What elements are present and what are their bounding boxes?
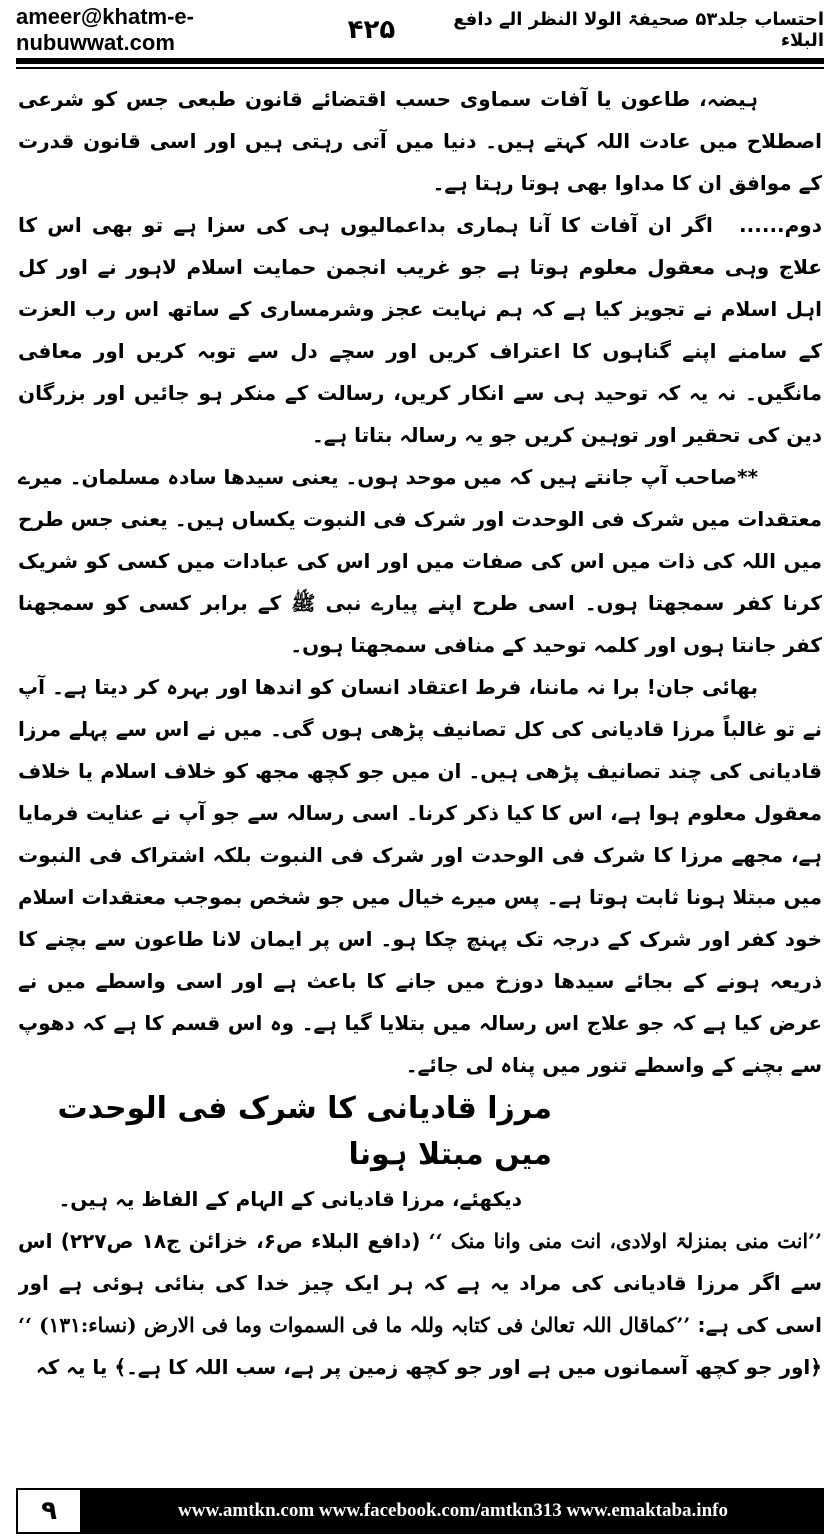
header-rule-thick	[16, 58, 824, 64]
translation: ﴿اور جو کچھ آسمانوں میں ہے اور جو کچھ زمین پر ہے، سب اللہ کا ہے۔﴾ یا یہ کہ	[35, 1355, 822, 1379]
paragraph-4: بھائی جان! برا نہ ماننا، فرط اعتقاد انسان کو اندھا اور بہرہ کر دیتا ہے۔ آپ نے تو غالباً مرزا قادیانی کی کل تصانیف پڑھی ہوں گی۔ میں نے اس سے پہلے مرزا قادیانی کی چند تصانیف پڑھی ہیں۔ ان میں جو کچھ مجھ کو خلاف اسلام یا خلاف معقول معلوم ہوا ہے، اس کا کیا ذکر کرنا۔ اسی رسالہ سے جو آپ نے عنایت فرمایا ہے، مجھے مرزا کا شرک فی الوحدت اور شرک فی النبوت بلکہ اشتراک فی النبوت میں مبتلا ہونا ثابت ہوتا ہے۔ پس میرے خیال میں جو شخص بموجب معتقدات اسلام خود کفر اور شرک کے درجہ تک پہنچ چکا ہو۔ اس پر ایمان لانا طاعون سے بچنے کا ذریعہ ہونے کے بجائے سیدھا دوزخ میں جانے کا باعث ہے اور اسی واسطے میں نے عرض کیا ہے کہ جو علاج اس رسالہ میں بتلایا گیا ہے۔ وہ اس قسم کا ہے کہ دھوپ سے بچنے کے واسطے تنور میں پناہ لی جائے۔	[18, 675, 822, 1077]
header-email: ameer@khatm-e-nubuwwat.com	[16, 4, 194, 55]
arabic-quote-2: ’’کماقال اللہ تعالیٰ فی کتابہ وللہ ما فی السموات وما فی الارض (نساء:۱۳۱) ‘‘	[18, 1313, 691, 1337]
paragraph-5-text: اس سے اگر مرزا قادیانی کی مراد یہ ہے کہ ہر ایک چیز خدا کی بنائی ہوئی ہے اور اسی کی ہے:	[18, 1229, 822, 1337]
header-title-group	[348, 9, 824, 51]
header-rule-thin	[16, 67, 824, 69]
arabic-quote: ’’انت منی بمنزلۃ اولادی، انت منی وانا منک ‘‘	[428, 1229, 822, 1253]
paragraph-2-lead: دوم......	[739, 213, 822, 237]
paragraph-3: **صاحب آپ جانتے ہیں کہ میں موحد ہوں۔ یعنی سیدھا سادہ مسلمان۔ میرے معتقدات میں شرک فی الوحدت اور شرک فی النبوت یکساں ہیں۔ یعنی جس طرح میں اللہ کی ذات میں اس کی صفات میں اور اس کی عبادات میں کسی کو شریک کرنا کفر سمجھتا ہوں۔ اسی طرح اپنے پیارے نبی ﷺ کے برابر کسی کو سمجھنا کفر جانتا ہوں اور کلمہ توحید کے منافی سمجھتا ہوں۔	[18, 465, 822, 657]
paragraph-5	[18, 1220, 822, 1388]
paragraph-2	[18, 204, 822, 456]
section-subheading: دیکھئے، مرزا قادیانی کے الہام کے الفاظ یہ ہیں۔	[58, 1187, 522, 1211]
header-page-number: ۴۲۵	[347, 15, 396, 45]
footer-links: www.amtkn.com www.facebook.com/amtkn313 www.emaktaba.info	[178, 1500, 728, 1521]
paragraph-1: ہیضہ، طاعون یا آفات سماوی حسب اقتضائے قانون طبعی جس کو شرعی اصطلاح میں عادت اللہ کہتے ہیں۔ دنیا میں آتی رہتی ہیں اور اسی قانون قدرت کے موافق ان کا مداوا بھی ہوتا رہتا ہے۔	[18, 87, 822, 195]
paragraph-2-text: اگر ان آفات کا آنا ہماری بداعمالیوں ہی کی سزا ہے تو بھی اس کا علاج وہی معقول معلوم ہوتا ہے جو غریب انجمن حمایت اسلام لاہور نے اور کل اہل اسلام نے تجویز کیا ہے کہ ہم نہایت عجز وشرمساری کے ساتھ اس رب العزت کے سامنے اپنے گناہوں کا اعتراف کریں اور سچے دل سے توبہ کریں اور معافی مانگیں۔ نہ یہ کہ توحید ہی سے انکار کریں، رسالت کے منکر ہو جائیں اور بزرگان دین کی تحقیر اور توہین کریں جو یہ رسالہ بتاتا ہے۔	[18, 213, 822, 447]
footer-page-number: ۹	[16, 1488, 82, 1534]
citation: (دافع البلاء ص۶، خزائن ج۱۸ ص۲۲۷)	[60, 1229, 421, 1253]
running-title: احتساب جلد۵۳ صحیفۃ الولا النظر الے دافع البلاء	[453, 9, 824, 51]
page-footer	[16, 1488, 824, 1534]
page-header	[16, 4, 824, 55]
page-body	[18, 78, 822, 1472]
section-heading: مرزا قادیانی کا شرک فی الوحدت میں مبتلا ہونا	[57, 1091, 552, 1172]
